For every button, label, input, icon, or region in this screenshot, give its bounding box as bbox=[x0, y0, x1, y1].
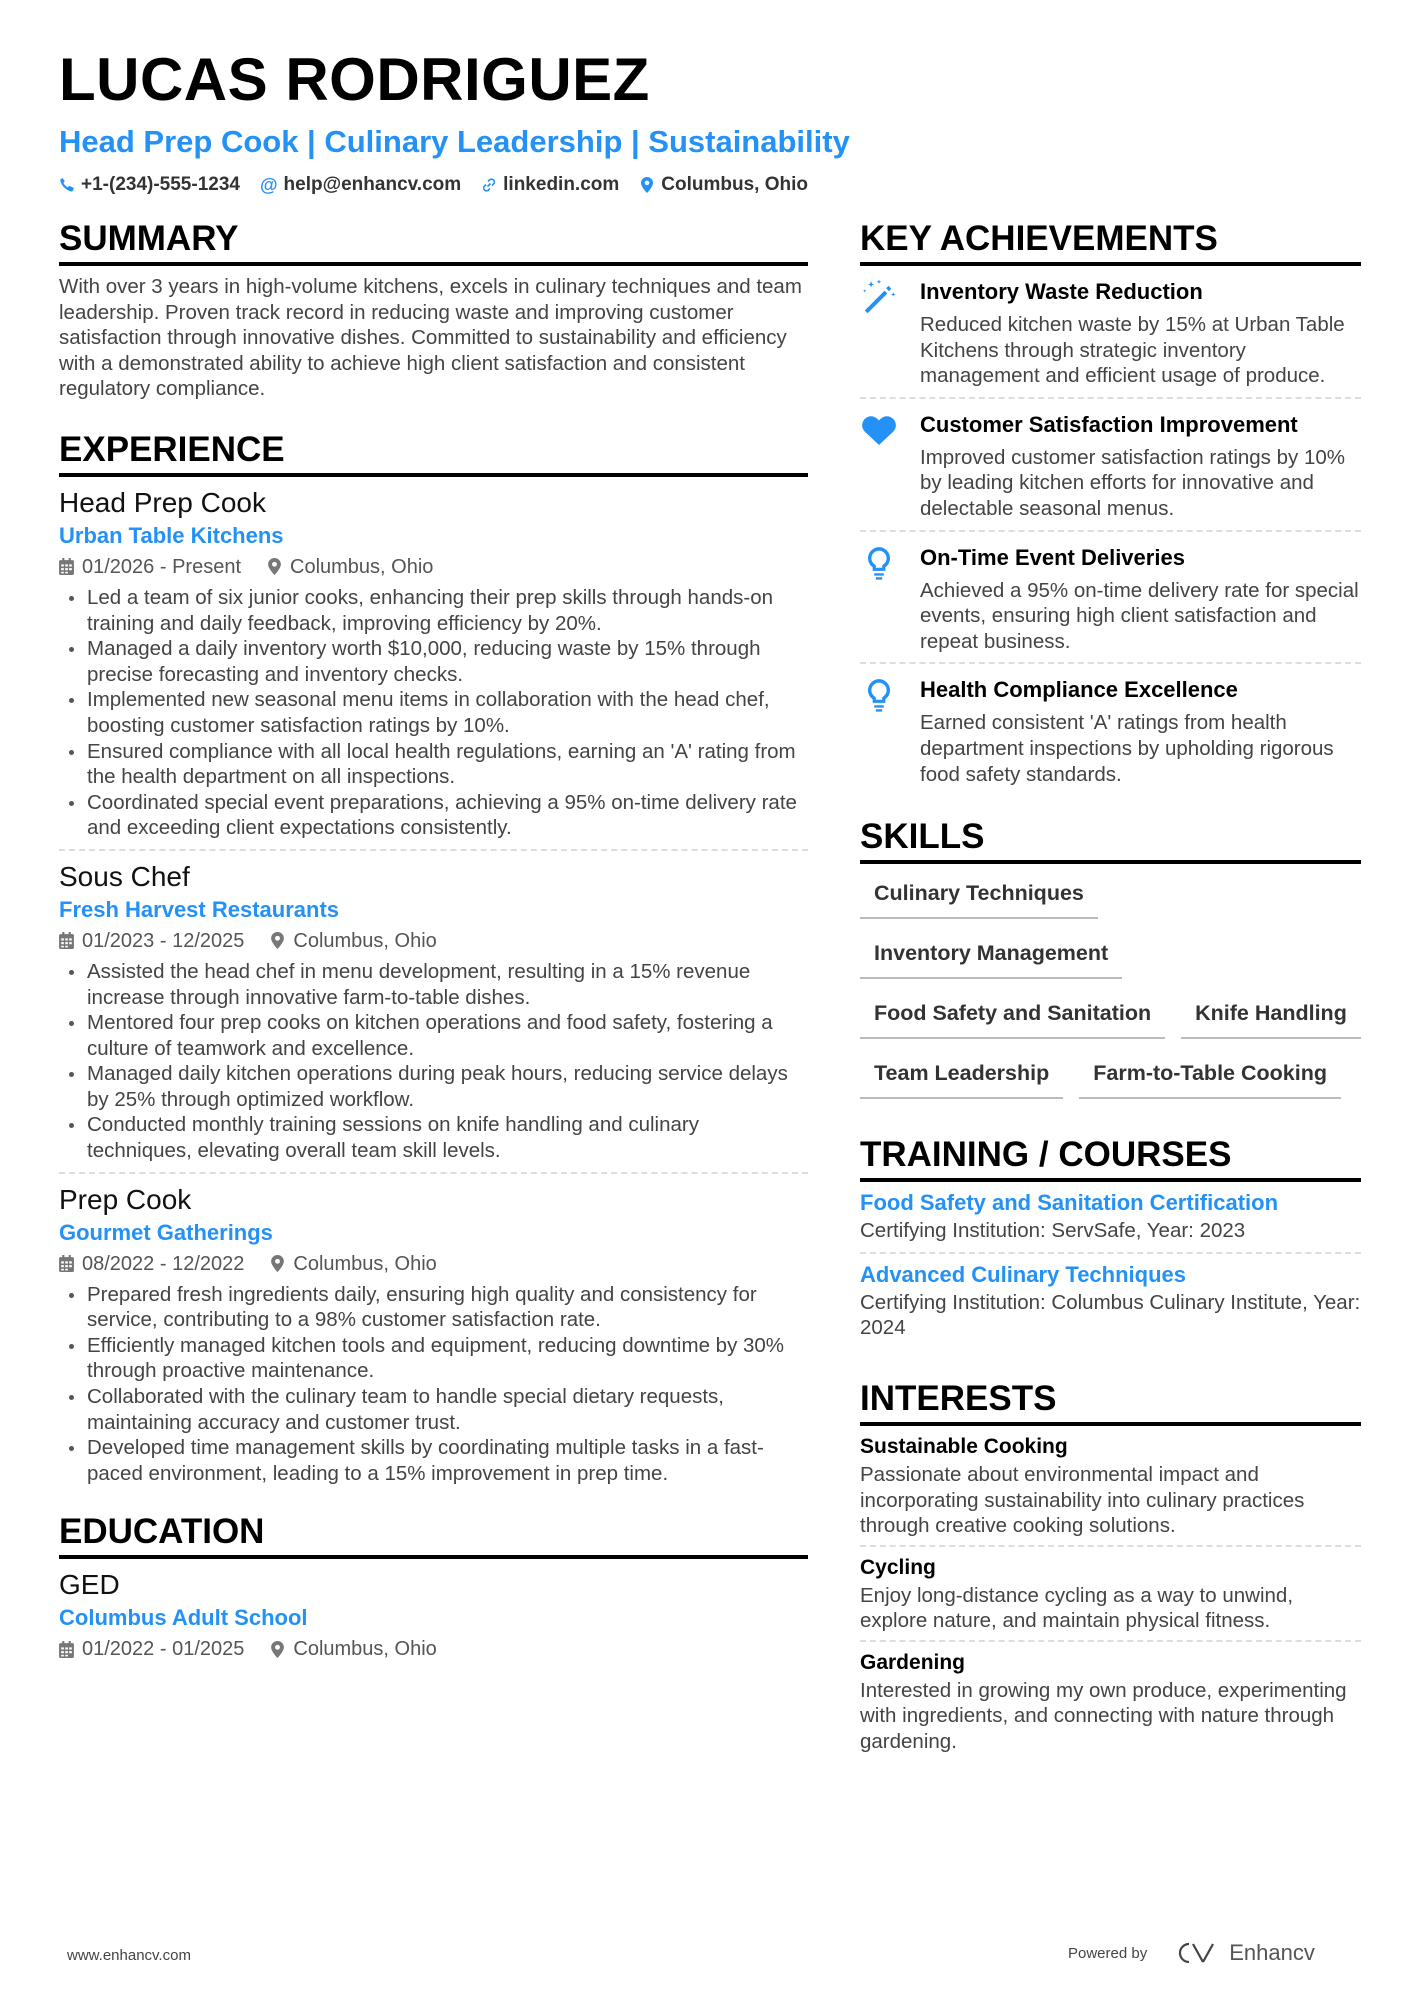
skill-tag: Culinary Techniques bbox=[860, 872, 1098, 919]
enhancv-logo-icon bbox=[1173, 1940, 1219, 1966]
bullet-item: Developed time management skills by coordinating multiple tasks in a fast-paced environment, leading to a 15% improvement in prep time. bbox=[59, 1435, 808, 1486]
contact-phone[interactable] bbox=[59, 172, 240, 198]
achievement-item bbox=[860, 399, 1361, 532]
contact-email[interactable] bbox=[260, 172, 461, 198]
lightbulb-icon bbox=[860, 674, 902, 787]
training-title: Food Safety and Sanitation Certification bbox=[860, 1190, 1279, 1216]
bullet-list bbox=[59, 1282, 808, 1487]
training-section bbox=[860, 1133, 1361, 1349]
job-entry bbox=[59, 485, 808, 851]
job-entry bbox=[59, 859, 808, 1174]
training-title: Advanced Culinary Techniques bbox=[860, 1261, 1187, 1287]
interest-text: Enjoy long-distance cycling as a way to unwind, explore nature, and maintain physical fitness. bbox=[860, 1583, 1294, 1633]
bullet-list bbox=[59, 585, 808, 841]
interests-section bbox=[860, 1377, 1361, 1761]
location-pin-icon bbox=[267, 558, 282, 575]
location-pin-icon bbox=[270, 1255, 285, 1272]
school: Columbus Adult School bbox=[59, 1605, 308, 1631]
job-meta bbox=[59, 551, 808, 583]
training-item bbox=[860, 1182, 1361, 1254]
job-entry bbox=[59, 1182, 808, 1495]
achievement-text: Earned consistent 'A' ratings from health department inspections by upholding rigorous food safety standards. bbox=[920, 711, 1334, 786]
section-heading: EDUCATION bbox=[59, 1510, 808, 1559]
achievement-title: On-Time Event Deliveries bbox=[920, 544, 1185, 570]
achievement-item bbox=[860, 664, 1361, 795]
footer-url[interactable]: www.enhancv.com bbox=[67, 1947, 191, 1964]
training-details: Certifying Institution: Columbus Culinary Institute, Year: 2024 bbox=[860, 1290, 1361, 1340]
achievement-body bbox=[920, 409, 1361, 522]
bullet-item: Assisted the head chef in menu development, resulting in a 15% revenue increase through innovative farm-to-table dishes. bbox=[59, 959, 808, 1010]
job-title: Sous Chef bbox=[59, 860, 190, 892]
location-pin-icon bbox=[270, 932, 285, 949]
location: Columbus, Ohio bbox=[290, 555, 434, 578]
section-heading: SKILLS bbox=[860, 815, 1361, 864]
section-heading: TRAINING / COURSES bbox=[860, 1133, 1361, 1182]
bullet-item: Prepared fresh ingredients daily, ensuring high quality and consistency for service, contributing to a 98% customer satisfaction rate. bbox=[59, 1282, 808, 1333]
candidate-name: LUCAS RODRIGUEZ bbox=[59, 46, 650, 113]
bullet-list bbox=[59, 959, 808, 1164]
section-heading: KEY ACHIEVEMENTS bbox=[860, 217, 1361, 266]
job-title: Prep Cook bbox=[59, 1183, 192, 1215]
linkedin-text: linkedin.com bbox=[503, 174, 620, 195]
candidate-headline: Head Prep Cook | Culinary Leadership | Sustainability bbox=[59, 124, 850, 159]
bullet-item: Conducted monthly training sessions on knife handling and culinary techniques, elevating overall team skill levels. bbox=[59, 1112, 808, 1163]
job-meta bbox=[59, 925, 808, 957]
training-details: Certifying Institution: ServSafe, Year: 2023 bbox=[860, 1219, 1246, 1243]
contact-location bbox=[639, 172, 808, 198]
section-heading: INTERESTS bbox=[860, 1377, 1361, 1426]
interest-item bbox=[860, 1547, 1361, 1642]
powered-by-text: Powered by bbox=[1068, 1944, 1148, 1962]
magic-wand-icon bbox=[860, 276, 902, 389]
achievement-body bbox=[920, 276, 1361, 389]
dates: 01/2026 - Present bbox=[82, 555, 241, 578]
bullet-item: Collaborated with the culinary team to handle special dietary requests, maintaining accuracy and customer trust. bbox=[59, 1384, 808, 1435]
achievement-item bbox=[860, 532, 1361, 665]
company-name: Urban Table Kitchens bbox=[59, 522, 284, 548]
skill-tag: Inventory Management bbox=[860, 932, 1122, 979]
enhancv-logo bbox=[1173, 1940, 1315, 1966]
brand-name: Enhancv bbox=[1229, 1940, 1315, 1965]
at-icon: @ bbox=[259, 175, 278, 195]
interest-title: Gardening bbox=[860, 1650, 966, 1674]
interest-item bbox=[860, 1426, 1361, 1547]
section-heading: EXPERIENCE bbox=[59, 428, 808, 477]
skill-tag: Knife Handling bbox=[1181, 992, 1361, 1039]
skill-tag: Food Safety and Sanitation bbox=[860, 992, 1165, 1039]
bullet-item: Efficiently managed kitchen tools and equipment, reducing downtime by 30% through proactive maintenance. bbox=[59, 1333, 808, 1384]
achievement-text: Achieved a 95% on-time delivery rate for special events, ensuring high client satisfaction and repeat business. bbox=[920, 578, 1359, 653]
email-text: help@enhancv.com bbox=[283, 174, 462, 195]
skill-tag: Team Leadership bbox=[860, 1052, 1063, 1099]
lightbulb-icon bbox=[860, 542, 902, 655]
location-pin-icon bbox=[270, 1641, 285, 1658]
experience-section bbox=[59, 428, 808, 1494]
bullet-item: Coordinated special event preparations, achieving a 95% on-time delivery rate and exceeding client expectations consistently. bbox=[59, 790, 808, 841]
link-icon bbox=[481, 177, 497, 193]
calendar-icon bbox=[59, 932, 74, 949]
achievement-body bbox=[920, 542, 1361, 655]
left-column bbox=[59, 217, 808, 1665]
achievement-title: Customer Satisfaction Improvement bbox=[920, 411, 1298, 437]
interest-text: Interested in growing my own produce, experimenting with ingredients, and connecting with nature through gardening. bbox=[860, 1678, 1347, 1754]
company-name: Fresh Harvest Restaurants bbox=[59, 896, 340, 922]
achievement-text: Reduced kitchen waste by 15% at Urban Table Kitchens through strategic inventory management and efficient usage of produce. bbox=[920, 313, 1345, 388]
interest-title: Sustainable Cooking bbox=[860, 1434, 1068, 1458]
interest-title: Cycling bbox=[860, 1555, 936, 1579]
dates: 01/2022 - 01/2025 bbox=[82, 1638, 245, 1661]
calendar-icon bbox=[59, 558, 74, 575]
summary-section bbox=[59, 217, 808, 402]
location: Columbus, Ohio bbox=[293, 1252, 437, 1275]
skills-section bbox=[860, 815, 1361, 1099]
achievements-section bbox=[860, 217, 1361, 795]
interest-text: Passionate about environmental impact and incorporating sustainability into culinary practices through creative cooking solutions. bbox=[860, 1462, 1305, 1538]
job-meta bbox=[59, 1248, 808, 1280]
location: Columbus, Ohio bbox=[293, 1638, 437, 1661]
achievement-title: Inventory Waste Reduction bbox=[920, 279, 1203, 304]
interest-item bbox=[860, 1642, 1361, 1761]
bullet-item: Ensured compliance with all local health regulations, earning an 'A' rating from the health department on all inspections. bbox=[59, 739, 808, 790]
achievement-text: Improved customer satisfaction ratings by 10% by leading kitchen efforts for innovative and delectable seasonal menus. bbox=[920, 445, 1345, 520]
bullet-item: Led a team of six junior cooks, enhancing their prep skills through hands-on training and daily feedback, improving efficiency by 20%. bbox=[59, 585, 808, 636]
achievement-body bbox=[920, 674, 1361, 787]
heart-icon bbox=[860, 409, 902, 522]
footer-branding bbox=[1068, 1940, 1315, 1966]
degree: GED bbox=[59, 1569, 120, 1601]
section-heading: SUMMARY bbox=[59, 217, 808, 266]
bullet-item: Implemented new seasonal menu items in collaboration with the head chef, boosting customer satisfaction ratings by 10%. bbox=[59, 687, 808, 738]
bullet-item: Managed daily kitchen operations during peak hours, reducing service delays by 25% through optimized workflow. bbox=[59, 1061, 808, 1112]
bullet-item: Mentored four prep cooks on kitchen operations and food safety, fostering a culture of teamwork and excellence. bbox=[59, 1010, 808, 1061]
education-section bbox=[59, 1510, 808, 1665]
dates: 08/2022 - 12/2022 bbox=[82, 1252, 245, 1275]
phone-text: +1-(234)-555-1234 bbox=[81, 174, 240, 195]
education-meta bbox=[59, 1633, 808, 1665]
training-item bbox=[860, 1254, 1361, 1349]
skill-tag: Farm-to-Table Cooking bbox=[1079, 1052, 1341, 1099]
bullet-item: Managed a daily inventory worth $10,000, reducing waste by 15% through precise forecasting and inventory checks. bbox=[59, 636, 808, 687]
phone-icon bbox=[59, 177, 75, 193]
right-column bbox=[860, 217, 1361, 1761]
location-pin-icon bbox=[639, 177, 655, 193]
dates: 01/2023 - 12/2025 bbox=[82, 929, 245, 952]
calendar-icon bbox=[59, 1255, 74, 1272]
company-name: Gourmet Gatherings bbox=[59, 1219, 273, 1245]
location: Columbus, Ohio bbox=[293, 929, 437, 952]
contact-linkedin[interactable] bbox=[481, 172, 619, 198]
job-title: Head Prep Cook bbox=[59, 486, 267, 518]
achievement-item bbox=[860, 266, 1361, 399]
calendar-icon bbox=[59, 1641, 74, 1658]
resume-header bbox=[59, 46, 850, 198]
summary-text: With over 3 years in high-volume kitchens, excels in culinary techniques and team leadership. Proven track record in reducing waste and improving customer satisfaction through innovative dishes. Committed to sustainability and efficiency with a demonstrated ability to achieve high client satisfaction and consistent regulatory compliance. bbox=[59, 275, 802, 401]
achievement-title: Health Compliance Excellence bbox=[920, 677, 1238, 703]
location-text: Columbus, Ohio bbox=[661, 174, 808, 195]
contact-bar bbox=[59, 172, 850, 198]
